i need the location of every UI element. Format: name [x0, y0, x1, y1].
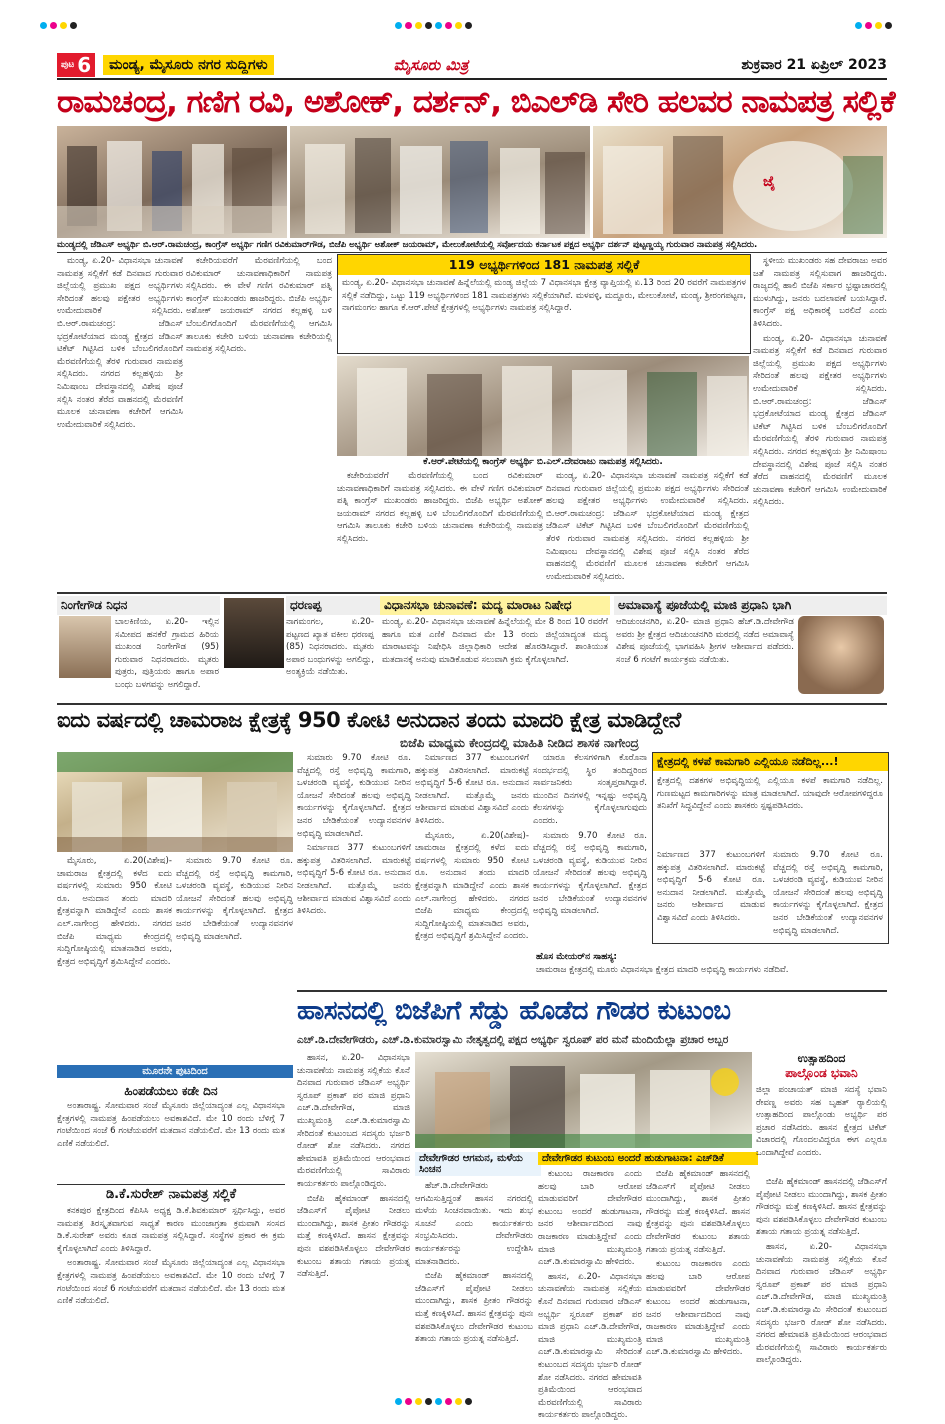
issue-date: ಶುಕ್ರವಾರ 21 ಏಪ್ರಿಲ್ 2023 — [741, 57, 887, 73]
photo-frame-icon — [57, 126, 287, 238]
bhavani-head: ಪಾಲ್ಗೊಂಡ ಭವಾನಿ — [785, 1066, 858, 1080]
story2-text: ನಿರ್ಮಾಣದ 377 ಕುಟುಂಬಗಳಿಗೆ ಹಕ್ಕುಪತ್ರ ವಿತರಿಸಲಾಗಿದೆ. ಮಾರುಕಟ್ಟೆ ಅಭಿವೃದ್ಧಿಗೆ 5-6 ಕೋಟಿ ರೂ. ಅನುದಾನ ನೀಡಲಾಗಿದೆ. ಮತ್ತೊಮ್ಮೆ ಜನರು ಆಶೀರ್ವಾದ ಮಾಡುವ ವಿಶ್ವಾಸವಿದೆ ಎಂದು ತಿಳಿಸಿದರು. — [415, 753, 529, 826]
story1-text: ಸ್ಥಳೀಯ ಮುಖಂಡರು ಸಹ ದೇವರಾಜು ಅವರ ಜತೆ ನಾಮಪತ್ರ ಸಲ್ಲಿಸುವಾಗ ಹಾಜರಿದ್ದರು. ರಾಜ್ಯದಲ್ಲಿ ಹಾಲಿ ಬಿಜೆಪಿ ಸರ್ಕಾರ ಭ್ರಷ್ಟಾಚಾರದಲ್ಲಿ ಮುಳುಗಿದ್ದು, ಜನರು ಬದಲಾವಣೆ ಬಯಸಿದ್ದಾರೆ. ಕಾಂಗ್ರೆಸ್ ಪಕ್ಷ ಅಧಿಕಾರಕ್ಕೆ ಬರಲಿದೆ ಎಂದು ತಿಳಿಸಿದರು. — [753, 256, 887, 329]
story1-column-4 — [546, 470, 749, 590]
box-no-poor-work-body: ಕ್ಷೇತ್ರದಲ್ಲಿ ದಶಕಗಳ ಅಭಿವೃದ್ಧಿಯಲ್ಲಿ ಎಲ್ಲಿಯೂ ಕಳಪೆ ಕಾಮಗಾರಿ ನಡೆದಿಲ್ಲ. ಗುಣಮಟ್ಟದ ಕಾಮಗಾರಿಗಳನ್ನು ಮಾತ್ರ ಮಾಡಲಾಗಿದೆ. ಯಾವುದೇ ಆರೋಪಗಳಿದ್ದರೂ ತನಿಖೆಗೆ ಸಿದ್ಧವಿದ್ದೇನೆ ಎಂದು ಶಾಸಕರು ಸ್ಪಷ್ಟಪಡಿಸಿದರು. — [657, 776, 883, 812]
obituary-ningegowda-body: ಬಾಲಕಿಣಿಯ, ಏ.20- ಇಲ್ಲಿನ ಸಮೀಪದ ಹನಕೆರೆ ಗ್ರಾಮದ ಹಿರಿಯ ಮುಖಂಡ ನಿಂಗೇಗೌಡ (95) ಗುರುವಾರ ನಿಧನರಾದರು. ಮೃತರು ಪುತ್ರರು, ಪುತ್ರಿಯರು ಹಾಗೂ ಅಪಾರ ಬಂಧು ಬಳಗವನ್ನು ಅಗಲಿದ್ದಾರೆ. — [115, 617, 219, 690]
liquor-ban-head: ವಿಧಾನಸಭಾ ಚುನಾವಣೆ: ಮದ್ಯ ಮಾರಾಟ ನಿಷೇಧ — [380, 596, 610, 615]
divider — [57, 703, 887, 705]
story2-column-5 — [533, 752, 647, 950]
box-no-poor-work-col1: ನಿರ್ಮಾಣದ 377 ಕುಟುಂಬಗಳಿಗೆ ಹಕ್ಕುಪತ್ರ ವಿತರಿಸಲಾಗಿದೆ. ಮಾರುಕಟ್ಟೆ ಅಭಿವೃದ್ಧಿಗೆ 5-6 ಕೋಟಿ ರೂ. ಅನುದಾನ ನೀಡಲಾಗಿದೆ. ಮತ್ತೊಮ್ಮೆ ಜನರು ಆಶೀರ್ವಾದ ಮಾಡುವ ವಿಶ್ವಾಸವಿದೆ ಎಂದು ತಿಳಿಸಿದರು. — [657, 850, 765, 923]
devegowda-rain-body — [415, 1180, 533, 1395]
photo-frame-icon — [57, 752, 293, 852]
dk-suresh-body — [57, 1205, 285, 1395]
story3-subhead: ಎಚ್.ಡಿ.ದೇವೇಗೌಡರು, ಎಚ್.ಡಿ.ಕುಮಾರಸ್ವಾಮಿ ನೇತೃತ್ವದಲ್ಲಿ ಪಕ್ಷದ ಅಭ್ಯರ್ಥಿ ಸ್ವರೂಪ್ ಪರ ಮನೆ ಮಂದಿಯೆಲ್ಲಾ ಪ್ರಚಾರ ಅಬ್ಬರ — [297, 1034, 729, 1046]
bhavani-body: ಜಿಲ್ಲಾ ಪಂಚಾಯತ್ ಮಾಜಿ ಸದಸ್ಯೆ ಭವಾನಿ ರೇವಣ್ಣ ಅವರು ಸಹ ಬೃಹತ್ ರ‍್ಯಾಲಿಯಲ್ಲಿ ಉತ್ಸಾಹದಿಂದ ಪಾಲ್ಗೊಂಡು ಅಭ್ಯರ್ಥಿ ಪರ ಪ್ರಚಾರ ನಡೆಸಿದರು. ಹಾಸನ ಕ್ಷೇತ್ರದ ಟಿಕೆಟ್ ವಿಚಾರದಲ್ಲಿ ಗೊಂದಲವಿದ್ದರೂ ಈಗ ಎಲ್ಲರೂ ಒಂದಾಗಿದ್ದೇವೆ ಎಂದರು. — [756, 1085, 887, 1158]
box-181-title: 119 ಅಭ್ಯರ್ಥಿಗಳಿಂದ 181 ನಾಮಪತ್ರ ಸಲ್ಲಿಕೆ — [338, 255, 750, 275]
hdk-quote-text: ಕುಟುಂಬ ರಾಜಕಾರಣ ಎಂದು ಹಲವು ಬಾರಿ ಆರೋಪ ಮಾಡುವವರಿಗೆ ದೇವೇಗೌಡರ ಕುಟುಂಬ ಅಂದರೆ ಹುಡುಗಾಟನಾ, ಜನರ ಆಶೀರ್ವಾದದಿಂದ ನಾವು ರಾಜಕಾರಣ ಮಾಡುತ್ತಿದ್ದೇವೆ ಎಂದು ಮಾಜಿ ಮುಖ್ಯಮಂತ್ರಿ ಎಚ್.ಡಿ.ಕುಮಾರಸ್ವಾಮಿ ಹೇಳಿದರು. — [538, 1169, 642, 1268]
section-title: ಮಂಡ್ಯ, ಮೈಸೂರು ನಗರ ಸುದ್ದಿಗಳು — [103, 55, 273, 75]
story2-text: ಮೈಸೂರು, ಏ.20(ವಿಶೇಷ)- ಚಾಮರಾಜ ಕ್ಷೇತ್ರದಲ್ಲಿ ಕಳೆದ ಐದು ವರ್ಷಗಳಲ್ಲಿ ಸುಮಾರು 950 ಕೋಟಿ ರೂ. ಅನುದಾನ ತಂದು ಮಾದರಿ ಕ್ಷೇತ್ರವನ್ನಾಗಿ ಮಾಡಿದ್ದೇನೆ ಎಂದು ಶಾಸಕ ಎಲ್.ನಾಗೇಂದ್ರ ಹೇಳಿದರು. ನಗರದ ಬಿಜೆಪಿ ಮಾಧ್ಯಮ ಕೇಂದ್ರದಲ್ಲಿ ಸುದ್ದಿಗೋಷ್ಠಿಯಲ್ಲಿ ಮಾತನಾಡಿದ ಅವರು, ಕ್ಷೇತ್ರದ ಅಭಿವೃದ್ಧಿಗೆ ಶ್ರಮಿಸಿದ್ದೇನೆ ಎಂದರು. — [57, 856, 172, 967]
hdk-quote-head: ದೇವೇಗೌಡರ ಕುಟುಂಬ ಅಂದರೆ ಹುಡುಗಾಟನಾ: ಎಚ್‌ಡಿಕೆ — [538, 1152, 758, 1165]
bhavani-box — [756, 1052, 887, 1172]
story1-column-1 — [57, 255, 183, 590]
main-headline: ರಾಮಚಂದ್ರ, ಗಣಿಗ ರವಿ, ಅಶೋಕ್, ದರ್ಶನ್, ಬಿಎಲ್‌ಡಿ ಸೇರಿ ಹಲವರ ನಾಮಪತ್ರ ಸಲ್ಲಿಕೆ — [57, 84, 895, 120]
photo-press-meet — [57, 752, 293, 852]
story2-headline: ಐದು ವರ್ಷದಲ್ಲಿ ಚಾಮರಾಜ ಕ್ಷೇತ್ರಕ್ಕೆ 950 ಕೋಟಿ ಅನುದಾನ ತಂದು ಮಾದರಿ ಕ್ಷೇತ್ರ ಮಾಡಿದ್ದೇನೆ — [57, 708, 681, 732]
box-no-poor-work-head: ಕ್ಷೇತ್ರದಲ್ಲಿ ಕಳಪೆ ಕಾಮಗಾರಿ ಎಲ್ಲಿಯೂ ನಡೆದಿಲ್ಲ...! — [653, 753, 888, 771]
photo-nomination-3 — [593, 126, 887, 238]
story2-column-3 — [297, 752, 411, 950]
liquor-ban-brief — [380, 596, 610, 700]
box-no-poor-work-col2: ಸುಮಾರು 9.70 ಕೋಟಿ ರೂ. ವೆಚ್ಚದಲ್ಲಿ ರಸ್ತೆ ಅಭಿವೃದ್ಧಿ ಕಾಮಗಾರಿ, ಒಳಚರಂಡಿ ವ್ಯವಸ್ಥೆ, ಕುಡಿಯುವ ನೀರಿನ ಯೋಜನೆ ಸೇರಿದಂತೆ ಹಲವು ಅಭಿವೃದ್ಧಿ ಕಾರ್ಯಗಳನ್ನು ಕೈಗೊಳ್ಳಲಾಗಿದೆ. ಕ್ಷೇತ್ರದ ಜನರ ಬೇಡಿಕೆಯಂತೆ ಉದ್ಯಾನವನಗಳ ಅಭಿವೃದ್ಧಿ ಮಾಡಲಾಗಿದೆ. — [773, 850, 883, 936]
box-181-body: ಮಂಡ್ಯ, ಏ.20- ವಿಧಾನಸಭಾ ಚುನಾವಣೆ ಹಿನ್ನೆಲೆಯಲ್ಲಿ ಮಂಡ್ಯ ಜಿಲ್ಲೆಯ 7 ವಿಧಾನಸಭಾ ಕ್ಷೇತ್ರ ವ್ಯಾಪ್ತಿಯಲ್ಲಿ ಏ.13 ರಿಂದ 20 ರವರೆಗೆ ನಾಮಪತ್ರಗಳ ಸಲ್ಲಿಕೆ ನಡೆದಿದ್ದು, ಒಟ್ಟು 119 ಅಭ್ಯರ್ಥಿಗಳಿಂದ 181 ನಾಮಪತ್ರಗಳು ಸಲ್ಲಿಕೆಯಾಗಿವೆ. ಮಳವಳ್ಳಿ, ಮದ್ದೂರು, ಮೇಲುಕೋಟೆ, ಮಂಡ್ಯ, ಶ್ರೀರಂಗಪಟ್ಟಣ, ನಾಗಮಂಗಲ ಹಾಗೂ ಕೆ.ಆರ್.ಪೇಟೆ ಕ್ಷೇತ್ರಗಳಲ್ಲಿ ಅಭ್ಯರ್ಥಿಗಳು ನಾಮಪತ್ರ ಸಲ್ಲಿಸಿದ್ದಾರೆ. — [342, 278, 746, 314]
liquor-ban-body: ಮಂಡ್ಯ, ಏ.20- ವಿಧಾನಸಭಾ ಚುನಾವಣೆ ಹಿನ್ನೆಲೆಯಲ್ಲಿ ಮೇ 8 ರಿಂದ 10 ರವರೆಗೆ ಹಾಗೂ ಮತ ಎಣಿಕೆ ದಿನವಾದ ಮೇ 13 ರಂದು ಜಿಲ್ಲೆಯಾದ್ಯಂತ ಮದ್ಯ ಮಾರಾಟವನ್ನು ನಿಷೇಧಿಸಿ ಜಿಲ್ಲಾಧಿಕಾರಿ ಆದೇಶ ಹೊರಡಿಸಿದ್ದಾರೆ. ಶಾಂತಿಯುತ ಮತದಾನಕ್ಕೆ ಅನುವು ಮಾಡಿಕೊಡುವ ಸಲುವಾಗಿ ಕ್ರಮ ಕೈಗೊಳ್ಳಲಾಗಿದೆ. — [382, 617, 608, 665]
withdraw-deadline-body — [57, 1100, 285, 1180]
hdk-quote-body-2 — [646, 1168, 750, 1395]
story3-column-last — [756, 1176, 887, 1395]
hdk-quote-text: ಬಿಜೆಪಿ ಹೈಕಮಾಂಡ್ ಹಾಸನದಲ್ಲಿ ಜೆಡಿಎಸ್‌ಗೆ ಪೈಪೋಟಿ ನೀಡಲು ಮುಂದಾಗಿದ್ದು, ಶಾಸಕ ಪ್ರೀತಂ ಗೌಡರನ್ನು ಮತ್ತೆ ಕಣಕ್ಕಿಳಿಸಿದೆ. ಹಾಸನ ಕ್ಷೇತ್ರವನ್ನು ಪುನಃ ವಶಪಡಿಸಿಕೊಳ್ಳಲು ದೇವೇಗೌಡರ ಕುಟುಂಬ ಶತಾಯ ಗತಾಯ ಪ್ರಯತ್ನ ನಡೆಸುತ್ತಿದೆ. — [646, 1169, 750, 1255]
page-number: 6 — [77, 53, 92, 77]
story3-text: ಹಾಸನ, ಏ.20- ವಿಧಾನಸಭಾ ಚುನಾವಣೆಯ ನಾಮಪತ್ರ ಸಲ್ಲಿಕೆಯ ಕೊನೆ ದಿನವಾದ ಗುರುವಾರ ಜೆಡಿಎಸ್ ಅಭ್ಯರ್ಥಿ ಸ್ವರೂಪ್ ಪ್ರಕಾಶ್ ಪರ ಮಾಜಿ ಪ್ರಧಾನಿ ಎಚ್.ಡಿ.ದೇವೇಗೌಡ, ಮಾಜಿ ಮುಖ್ಯಮಂತ್ರಿ ಎಚ್.ಡಿ.ಕುಮಾರಸ್ವಾಮಿ ಸೇರಿದಂತೆ ಕುಟುಂಬದ ಸದಸ್ಯರು ಭರ್ಜರಿ ರೋಡ್ ಶೋ ನಡೆಸಿದರು. ನಗರದ ಹೇಮಾವತಿ ಪ್ರತಿಮೆಯಿಂದ ಆರಂಭವಾದ ಮೆರವಣಿಗೆಯಲ್ಲಿ ಸಾವಿರಾರು ಕಾರ್ಯಕರ್ತರು ಪಾಲ್ಗೊಂಡಿದ್ದರು. — [756, 1241, 887, 1366]
hdk-quote-text: ಹಾಸನ, ಏ.20- ವಿಧಾನಸಭಾ ಚುನಾವಣೆಯ ನಾಮಪತ್ರ ಸಲ್ಲಿಕೆಯ ಕೊನೆ ದಿನವಾದ ಗುರುವಾರ ಜೆಡಿಎಸ್ ಅಭ್ಯರ್ಥಿ ಸ್ವರೂಪ್ ಪ್ರಕಾಶ್ ಪರ ಮಾಜಿ ಪ್ರಧಾನಿ ಎಚ್.ಡಿ.ದೇವೇಗೌಡ, ಮಾಜಿ ಮುಖ್ಯಮಂತ್ರಿ ಎಚ್.ಡಿ.ಕುಮಾರಸ್ವಾಮಿ ಸೇರಿದಂತೆ ಕುಟುಂಬದ ಸದಸ್ಯರು ಭರ್ಜರಿ ರೋಡ್ ಶೋ ನಡೆಸಿದರು. ನಗರದ ಹೇಮಾವತಿ ಪ್ರತಿಮೆಯಿಂದ ಆರಂಭವಾದ ಮೆರವಣಿಗೆಯಲ್ಲಿ ಸಾವಿರಾರು ಕಾರ್ಯಕರ್ತರು ಪಾಲ್ಗೊಂಡಿದ್ದರು. — [538, 1271, 642, 1421]
devegowda-rain-text: ಬಿಜೆಪಿ ಹೈಕಮಾಂಡ್ ಹಾಸನದಲ್ಲಿ ಜೆಡಿಎಸ್‌ಗೆ ಪೈಪೋಟಿ ನೀಡಲು ಮುಂದಾಗಿದ್ದು, ಶಾಸಕ ಪ್ರೀತಂ ಗೌಡರನ್ನು ಮತ್ತೆ ಕಣಕ್ಕಿಳಿಸಿದೆ. ಹಾಸನ ಕ್ಷೇತ್ರವನ್ನು ಪುನಃ ವಶಪಡಿಸಿಕೊಳ್ಳಲು ದೇವೇಗೌಡರ ಕುಟುಂಬ ಶತಾಯ ಗತಾಯ ಪ್ರಯತ್ನ ನಡೆಸುತ್ತಿದೆ. — [415, 1271, 533, 1345]
story3-text: ಬಿಜೆಪಿ ಹೈಕಮಾಂಡ್ ಹಾಸನದಲ್ಲಿ ಜೆಡಿಎಸ್‌ಗೆ ಪೈಪೋಟಿ ನೀಡಲು ಮುಂದಾಗಿದ್ದು, ಶಾಸಕ ಪ್ರೀತಂ ಗೌಡರನ್ನು ಮತ್ತೆ ಕಣಕ್ಕಿಳಿಸಿದೆ. ಹಾಸನ ಕ್ಷೇತ್ರವನ್ನು ಪುನಃ ವಶಪಡಿಸಿಕೊಳ್ಳಲು ದೇವೇಗೌಡರ ಕುಟುಂಬ ಶತಾಯ ಗತಾಯ ಪ್ರಯತ್ನ ನಡೆಸುತ್ತಿದೆ. — [297, 1193, 410, 1280]
story1-column-5 — [753, 255, 887, 590]
story1-text: ಕಚೇರಿಯವರೆಗೆ ಮೆರವಣಿಗೆಯಲ್ಲಿ ಬಂದ ರವಿಕುಮಾರ್ ಚುನಾವಣಾಧಿಕಾರಿಗೆ ನಾಮಪತ್ರ ಸಲ್ಲಿಸಿದರು. ಈ ವೇಳೆ ಗಣಿಗ ರವಿಕುಮಾರ್ ಪತ್ನಿ ಕಾಂಗ್ರೆಸ್ ಮುಖಂಡರು ಹಾಜರಿದ್ದರು. ಬಿಜೆಪಿ ಅಭ್ಯರ್ಥಿ ಅಶೋಕ್ ಜಯರಾಮ್ ನಗರದ ಕಲ್ಲಹಳ್ಳಿ ಬಳಿ ಬೆಂಬಲಿಗರೊಂದಿಗೆ ಮೆರವಣಿಗೆಯಲ್ಲಿ ಆಗಮಿಸಿ ತಾಲೂಕು ಕಚೇರಿ ಬಳಿಯ ಚುನಾವಣಾ ಕಚೇರಿಯಲ್ಲಿ ನಾಮಪತ್ರ ಸಲ್ಲಿಸಿದರು. — [337, 471, 543, 544]
dk-suresh-head: ಡಿ.ಕೆ.ಸುರೇಶ್ ನಾಮಪತ್ರ ಸಲ್ಲಿಕೆ — [57, 1184, 285, 1202]
portrait-icon — [59, 616, 111, 678]
hdk-quote-text: ಕುಟುಂಬ ರಾಜಕಾರಣ ಎಂದು ಹಲವು ಬಾರಿ ಆರೋಪ ಮಾಡುವವರಿಗೆ ದೇವೇಗೌಡರ ಕುಟುಂಬ ಅಂದರೆ ಹುಡುಗಾಟನಾ, ಜನರ ಆಶೀರ್ವಾದದಿಂದ ನಾವು ರಾಜಕಾರಣ ಮಾಡುತ್ತಿದ್ದೇವೆ ಎಂದು ಮಾಜಿ ಮುಖ್ಯಮಂತ್ರಿ ಎಚ್.ಡಿ.ಕುಮಾರಸ್ವಾಮಿ ಹೇಳಿದರು. — [646, 1259, 750, 1358]
portrait-icon — [798, 616, 884, 694]
withdraw-text: ಅಂತಾರಾಷ್ಟ್ರ. ಸೋಮವಾರ ಸಂಜೆ ಮೈಸೂರು ಜಿಲ್ಲೆಯಾದ್ಯಂತ ಎಲ್ಲ ವಿಧಾನಸಭಾ ಕ್ಷೇತ್ರಗಳಲ್ಲಿ ನಾಮಪತ್ರ ಹಿಂಪಡೆಯಲು ಅವಕಾಶವಿದೆ. ಮೇ 10 ರಂದು ಬೆಳಿಗ್ಗೆ 7 ಗಂಟೆಯಿಂದ ಸಂಜೆ 6 ಗಂಟೆಯವರೆಗೆ ಮತದಾನ ನಡೆಯಲಿದೆ. ಮೇ 13 ರಂದು ಮತ ಎಣಿಕೆ ನಡೆಯಲಿದೆ. — [57, 1101, 285, 1149]
story2-text: ಸುಮಾರು 9.70 ಕೋಟಿ ರೂ. ವೆಚ್ಚದಲ್ಲಿ ರಸ್ತೆ ಅಭಿವೃದ್ಧಿ ಕಾಮಗಾರಿ, ಒಳಚರಂಡಿ ವ್ಯವಸ್ಥೆ, ಕುಡಿಯುವ ನೀರಿನ ಯೋಜನೆ ಸೇರಿದಂತೆ ಹಲವು ಅಭಿವೃದ್ಧಿ ಕಾರ್ಯಗಳನ್ನು ಕೈಗೊಳ್ಳಲಾಗಿದೆ. ಕ್ಷೇತ್ರದ ಜನರ ಬೇಡಿಕೆಯಂತೆ ಉದ್ಯಾನವನಗಳ ಅಭಿವೃದ್ಧಿ ಮಾಡಲಾಗಿದೆ. — [533, 830, 647, 917]
story3-text: ಬಿಜೆಪಿ ಹೈಕಮಾಂಡ್ ಹಾಸನದಲ್ಲಿ ಜೆಡಿಎಸ್‌ಗೆ ಪೈಪೋಟಿ ನೀಡಲು ಮುಂದಾಗಿದ್ದು, ಶಾಸಕ ಪ್ರೀತಂ ಗೌಡರನ್ನು ಮತ್ತೆ ಕಣಕ್ಕಿಳಿಸಿದೆ. ಹಾಸನ ಕ್ಷೇತ್ರವನ್ನು ಪುನಃ ವಶಪಡಿಸಿಕೊಳ್ಳಲು ದೇವೇಗೌಡರ ಕುಟುಂಬ ಶತಾಯ ಗತಾಯ ಪ್ರಯತ್ನ ನಡೆಸುತ್ತಿದೆ. — [756, 1177, 887, 1238]
story2-column-2 — [176, 855, 293, 1055]
story2-column-1 — [57, 855, 172, 1055]
dk-suresh-text: ಕನಕಪುರ ಕ್ಷೇತ್ರದಿಂದ ಕೆಪಿಸಿಸಿ ಅಧ್ಯಕ್ಷ ಡಿ.ಕೆ.ಶಿವಕುಮಾರ್ ಸ್ಪರ್ಧಿಸಿದ್ದು, ಅವರ ನಾಮಪತ್ರ ತಿರಸ್ಕೃತವಾಗುವ ಸಾಧ್ಯತೆ ಕಾರಣ ಮುಂಜಾಗ್ರತಾ ಕ್ರಮವಾಗಿ ಸಂಸದ ಡಿ.ಕೆ.ಸುರೇಶ್ ಅವರು ಕೂಡ ನಾಮಪತ್ರ ಸಲ್ಲಿಸಿದ್ದಾರೆ. ಸಂಸ್ಥೆಗಳ ಪ್ರಕಾರ ಈ ಕ್ರಮ ಕೈಗೊಳ್ಳಲಾಗಿದೆ ಎಂದು ತಿಳಿಸಿದ್ದಾರೆ. — [57, 1206, 285, 1254]
story1-column-3 — [337, 470, 543, 590]
story2-text: ಮೈಸೂರು, ಏ.20(ವಿಶೇಷ)- ಚಾಮರಾಜ ಕ್ಷೇತ್ರದಲ್ಲಿ ಕಳೆದ ಐದು ವರ್ಷಗಳಲ್ಲಿ ಸುಮಾರು 950 ಕೋಟಿ ರೂ. ಅನುದಾನ ತಂದು ಮಾದರಿ ಕ್ಷೇತ್ರವನ್ನಾಗಿ ಮಾಡಿದ್ದೇನೆ ಎಂದು ಶಾಸಕ ಎಲ್.ನಾಗೇಂದ್ರ ಹೇಳಿದರು. ನಗರದ ಬಿಜೆಪಿ ಮಾಧ್ಯಮ ಕೇಂದ್ರದಲ್ಲಿ ಸುದ್ದಿಗೋಷ್ಠಿಯಲ್ಲಿ ಮಾತನಾಡಿದ ಅವರು, ಕ್ಷೇತ್ರದ ಅಭಿವೃದ್ಧಿಗೆ ಶ್ರಮಿಸಿದ್ದೇನೆ ಎಂದರು. — [415, 830, 529, 942]
new-mayor-head: ಹೊಸ ಮೇಯರ್‌ನ ಸಾಹಸ್ಯ: — [536, 952, 618, 962]
story1-text: ಮಂಡ್ಯ, ಏ.20- ವಿಧಾನಸಭಾ ಚುನಾವಣೆ ನಾಮಪತ್ರ ಸಲ್ಲಿಕೆಗೆ ಕಡೆ ದಿನವಾದ ಗುರುವಾರ ಜಿಲ್ಲೆಯಲ್ಲಿ ಪ್ರಮುಖ ಪಕ್ಷದ ಅಭ್ಯರ್ಥಿಗಳು ಸೇರಿದಂತೆ ಹಲವು ಪಕ್ಷೇತರ ಅಭ್ಯರ್ಥಿಗಳು ಉಮೇದುವಾರಿಕೆ ಸಲ್ಲಿಸಿದರು. ಬಿ.ಆರ್.ರಾಮಚಂದ್ರ: ಜೆಡಿಎಸ್ ಭದ್ರಕೋಟೆಯಾದ ಮಂಡ್ಯ ಕ್ಷೇತ್ರದ ಜೆಡಿಎಸ್ ಟಿಕೆಟ್ ಗಿಟ್ಟಿಸಿದ ಬಳಿಕ ಬೆಂಬಲಿಗರೊಂದಿಗೆ ಮೆರವಣಿಗೆಯಲ್ಲಿ ತೆರಳಿ ಗುರುವಾರ ನಾಮಪತ್ರ ಸಲ್ಲಿಸಿದರು. ನಗರದ ಕಲ್ಲಹಳ್ಳಿಯ ಶ್ರೀ ನಿಮಿಷಾಂಬ ದೇವಸ್ಥಾನದಲ್ಲಿ ವಿಶೇಷ ಪೂಜೆ ಸಲ್ಲಿಸಿ ನಂತರ ತೆರೆದ ವಾಹನದಲ್ಲಿ ಮೆರವಣಿಗೆ ಮೂಲಕ ಚುನಾವಣಾ ಕಚೇರಿಗೆ ಆಗಮಿಸಿ ಉಮೇದುವಾರಿಕೆ ಸಲ್ಲಿಸಿದರು. — [57, 256, 183, 430]
story2-column-4 — [415, 752, 529, 950]
story2-text: ನಿರ್ಮಾಣದ 377 ಕುಟುಂಬಗಳಿಗೆ ಹಕ್ಕುಪತ್ರ ವಿತರಿಸಲಾಗಿದೆ. ಮಾರುಕಟ್ಟೆ ಅಭಿವೃದ್ಧಿಗೆ 5-6 ಕೋಟಿ ರೂ. ಅನುದಾನ ನೀಡಲಾಗಿದೆ. ಮತ್ತೊಮ್ಮೆ ಜನರು ಆಶೀರ್ವಾದ ಮಾಡುವ ವಿಶ್ವಾಸವಿದೆ ಎಂದು ತಿಳಿಸಿದರು. — [297, 843, 411, 917]
photo-kr-pete-nomination — [337, 356, 749, 456]
box-no-poor-work — [652, 752, 889, 944]
box-181-nominations — [337, 254, 751, 354]
amavasya-head: ಅಮಾವಾಸ್ಯೆ ಪೂಜೆಯಲ್ಲಿ ಮಾಜಿ ಪ್ರಧಾನಿ ಭಾಗಿ — [614, 596, 887, 615]
story3-text: ಹಾಸನ, ಏ.20- ವಿಧಾನಸಭಾ ಚುನಾವಣೆಯ ನಾಮಪತ್ರ ಸಲ್ಲಿಕೆಯ ಕೊನೆ ದಿನವಾದ ಗುರುವಾರ ಜೆಡಿಎಸ್ ಅಭ್ಯರ್ಥಿ ಸ್ವರೂಪ್ ಪ್ರಕಾಶ್ ಪರ ಮಾಜಿ ಪ್ರಧಾನಿ ಎಚ್.ಡಿ.ದೇವೇಗೌಡ, ಮಾಜಿ ಮುಖ್ಯಮಂತ್ರಿ ಎಚ್.ಡಿ.ಕುಮಾರಸ್ವಾಮಿ ಸೇರಿದಂತೆ ಕುಟುಂಬದ ಸದಸ್ಯರು ಭರ್ಜರಿ ರೋಡ್ ಶೋ ನಡೆಸಿದರು. ನಗರದ ಹೇಮಾವತಿ ಪ್ರತಿಮೆಯಿಂದ ಆರಂಭವಾದ ಮೆರವಣಿಗೆಯಲ್ಲಿ ಸಾವಿರಾರು ಕಾರ್ಯಕರ್ತರು ಪಾಲ್ಗೊಂಡಿದ್ದರು. — [297, 1053, 410, 1189]
new-mayor-body: ಚಾಮರಾಜ ಕ್ಷೇತ್ರದಲ್ಲಿ ಮೂರು ವಿಧಾನಸಭಾ ಕ್ಷೇತ್ರದ ಮಾದರಿ ಅಭಿವೃದ್ಧಿ ಕಾರ್ಯಗಳು ನಡೆದಿವೆ. — [536, 965, 789, 975]
story1-photo-caption: ಮಂಡ್ಯದಲ್ಲಿ ಜೆಡಿಎಸ್ ಅಭ್ಯರ್ಥಿ ಬಿ.ಆರ್.ರಾಮಚಂದ್ರ, ಕಾಂಗ್ರೆಸ್ ಅಭ್ಯರ್ಥಿ ಗಣಿಗ ರವಿಕುಮಾರ್‌ಗೌಡ, ಬಿಜೆಪಿ ಅಭ್ಯರ್ಥಿ ಅಶೋಕ್ ಜಯರಾಮ್, ಮೇಲುಕೋಟೆಯಲ್ಲಿ ಸರ್ವೋದಯ ಕರ್ನಾಟಕ ಪಕ್ಷದ ಅಭ್ಯರ್ಥಿ ದರ್ಶನ್ ಪುಟ್ಟಣ್ಣಯ್ಯ ಗುರುವಾರ ನಾಮಪತ್ರ ಸಲ್ಲಿಸಿದರು. — [57, 240, 758, 250]
story1-text: ಮಂಡ್ಯ, ಏ.20- ವಿಧಾನಸಭಾ ಚುನಾವಣೆ ನಾಮಪತ್ರ ಸಲ್ಲಿಕೆಗೆ ಕಡೆ ದಿನವಾದ ಗುರುವಾರ ಜಿಲ್ಲೆಯಲ್ಲಿ ಪ್ರಮುಖ ಪಕ್ಷದ ಅಭ್ಯರ್ಥಿಗಳು ಸೇರಿದಂತೆ ಹಲವು ಪಕ್ಷೇತರ ಅಭ್ಯರ್ಥಿಗಳು ಉಮೇದುವಾರಿಕೆ ಸಲ್ಲಿಸಿದರು. ಬಿ.ಆರ್.ರಾಮಚಂದ್ರ: ಜೆಡಿಎಸ್ ಭದ್ರಕೋಟೆಯಾದ ಮಂಡ್ಯ ಕ್ಷೇತ್ರದ ಜೆಡಿಎಸ್ ಟಿಕೆಟ್ ಗಿಟ್ಟಿಸಿದ ಬಳಿಕ ಬೆಂಬಲಿಗರೊಂದಿಗೆ ಮೆರವಣಿಗೆಯಲ್ಲಿ ತೆರಳಿ ಗುರುವಾರ ನಾಮಪತ್ರ ಸಲ್ಲಿಸಿದರು. ನಗರದ ಕಲ್ಲಹಳ್ಳಿಯ ಶ್ರೀ ನಿಮಿಷಾಂಬ ದೇವಸ್ಥಾನದಲ್ಲಿ ವಿಶೇಷ ಪೂಜೆ ಸಲ್ಲಿಸಿ ನಂತರ ತೆರೆದ ವಾಹನದಲ್ಲಿ ಮೆರವಣಿಗೆ ಮೂಲಕ ಚುನಾವಣಾ ಕಚೇರಿಗೆ ಆಗಮಿಸಿ ಉಮೇದುವಾರಿಕೆ ಸಲ್ಲಿಸಿದರು. — [546, 471, 749, 582]
amavasya-brief — [614, 596, 887, 700]
amavasya-body: ಆದಿಚುಂಚನಗಿರಿ, ಏ.20- ಮಾಜಿ ಪ್ರಧಾನಿ ಹೆಚ್.ಡಿ.ದೇವೇಗೌಡ ಅವರು ಶ್ರೀ ಕ್ಷೇತ್ರದ ಆದಿಚುಂಚನಗಿರಿ ಮಠದಲ್ಲಿ ನಡೆದ ಅಮಾವಾಸ್ಯೆ ವಿಶೇಷ ಪೂಜೆಯಲ್ಲಿ ಭಾಗವಹಿಸಿ ಶ್ರೀಗಳ ಆಶೀರ್ವಾದ ಪಡೆದರು. ಸಂಜೆ 6 ಗಂಟೆಗೆ ಕಾರ್ಯಕ್ರಮ ನಡೆಯಿತು. — [616, 617, 794, 665]
photo-nomination-1 — [57, 126, 287, 238]
registration-marks-bottom — [395, 1398, 472, 1405]
page-label: ಪುಟ — [61, 60, 75, 70]
divider — [57, 252, 887, 253]
registration-marks-right — [855, 22, 892, 29]
story2-text: ಸುಮಾರು 9.70 ಕೋಟಿ ರೂ. ವೆಚ್ಚದಲ್ಲಿ ರಸ್ತೆ ಅಭಿವೃದ್ಧಿ ಕಾಮಗಾರಿ, ಒಳಚರಂಡಿ ವ್ಯವಸ್ಥೆ, ಕುಡಿಯುವ ನೀರಿನ ಯೋಜನೆ ಸೇರಿದಂತೆ ಹಲವು ಅಭಿವೃದ್ಧಿ ಕಾರ್ಯಗಳನ್ನು ಕೈಗೊಳ್ಳಲಾಗಿದೆ. ಕ್ಷೇತ್ರದ ಜನರ ಬೇಡಿಕೆಯಂತೆ ಉದ್ಯಾನವನಗಳ ಅಭಿವೃದ್ಧಿ ಮಾಡಲಾಗಿದೆ. — [297, 753, 411, 839]
photo-nomination-2 — [290, 126, 590, 238]
photo-frame-icon — [337, 356, 749, 456]
obituary-dharanappa — [224, 596, 376, 700]
withdraw-deadline-head: ಹಿಂಪಡೆಯಲು ಕಡೇ ದಿನ — [124, 1084, 218, 1098]
story1-text: ಮಂಡ್ಯ, ಏ.20- ವಿಧಾನಸಭಾ ಚುನಾವಣೆ ನಾಮಪತ್ರ ಸಲ್ಲಿಕೆಗೆ ಕಡೆ ದಿನವಾದ ಗುರುವಾರ ಜಿಲ್ಲೆಯಲ್ಲಿ ಪ್ರಮುಖ ಪಕ್ಷದ ಅಭ್ಯರ್ಥಿಗಳು ಸೇರಿದಂತೆ ಹಲವು ಪಕ್ಷೇತರ ಅಭ್ಯರ್ಥಿಗಳು ಉಮೇದುವಾರಿಕೆ ಸಲ್ಲಿಸಿದರು. ಬಿ.ಆರ್.ರಾಮಚಂದ್ರ: ಜೆಡಿಎಸ್ ಭದ್ರಕೋಟೆಯಾದ ಮಂಡ್ಯ ಕ್ಷೇತ್ರದ ಜೆಡಿಎಸ್ ಟಿಕೆಟ್ ಗಿಟ್ಟಿಸಿದ ಬಳಿಕ ಬೆಂಬಲಿಗರೊಂದಿಗೆ ಮೆರವಣಿಗೆಯಲ್ಲಿ ತೆರಳಿ ಗುರುವಾರ ನಾಮಪತ್ರ ಸಲ್ಲಿಸಿದರು. ನಗರದ ಕಲ್ಲಹಳ್ಳಿಯ ಶ್ರೀ ನಿಮಿಷಾಂಬ ದೇವಸ್ಥಾನದಲ್ಲಿ ವಿಶೇಷ ಪೂಜೆ ಸಲ್ಲಿಸಿ ನಂತರ ತೆರೆದ ವಾಹನದಲ್ಲಿ ಮೆರವಣಿಗೆ ಮೂಲಕ ಚುನಾವಣಾ ಕಚೇರಿಗೆ ಆಗಮಿಸಿ ಉಮೇದುವಾರಿಕೆ ಸಲ್ಲಿಸಿದರು. — [753, 333, 887, 508]
story3-headline: ಹಾಸನದಲ್ಲಿ ಬಿಜೆಪಿಗೆ ಸೆಡ್ಡು ಹೊಡೆದ ಗೌಡರ ಕುಟುಂಬ — [297, 996, 731, 1026]
obituary-ningegowda — [57, 596, 220, 700]
hdk-quote-body-1 — [538, 1168, 642, 1421]
story2-subhead: ಬಿಜೆಪಿ ಮಾಧ್ಯಮ ಕೇಂದ್ರದಲ್ಲಿ ಮಾಹಿತಿ ನೀಡಿದ ಶಾಸಕ ನಾಗೇಂದ್ರ — [400, 736, 639, 750]
page-number-box — [57, 53, 95, 77]
photo-frame-icon — [593, 126, 887, 238]
story2-text: ಸುಮಾರು 9.70 ಕೋಟಿ ರೂ. ವೆಚ್ಚದಲ್ಲಿ ರಸ್ತೆ ಅಭಿವೃದ್ಧಿ ಕಾಮಗಾರಿ, ಒಳಚರಂಡಿ ವ್ಯವಸ್ಥೆ, ಕುಡಿಯುವ ನೀರಿನ ಯೋಜನೆ ಸೇರಿದಂತೆ ಹಲವು ಅಭಿವೃದ್ಧಿ ಕಾರ್ಯಗಳನ್ನು ಕೈಗೊಳ್ಳಲಾಗಿದೆ. ಕ್ಷೇತ್ರದ ಜನರ ಬೇಡಿಕೆಯಂತೆ ಉದ್ಯಾನವನಗಳ ಅಭಿವೃದ್ಧಿ ಮಾಡಲಾಗಿದೆ. — [176, 856, 293, 942]
registration-marks-top — [395, 22, 472, 29]
obituary-ningegowda-head: ನಿಂಗೇಗೌಡ ನಿಧನ — [57, 596, 220, 615]
photo-frame-icon — [415, 1052, 752, 1148]
svg-text:ಜೈ: ಜೈ — [763, 174, 776, 190]
divider — [57, 592, 887, 594]
story3-column-1 — [297, 1052, 410, 1395]
devegowda-rain-head: ದೇವೇಗೌಡರ ಆಗಮನ, ಮಳೆಯ ಸಿಂಚನ — [415, 1152, 541, 1176]
devegowda-rain-text: ಹೆಚ್.ಡಿ.ದೇವೇಗೌಡರು ಆಗಮಿಸುತ್ತಿದ್ದಂತೆ ಹಾಸನ ನಗರದಲ್ಲಿ ಮಳೆಯ ಸಿಂಚನವಾಯಿತು. ಇದು ಶುಭ ಸೂಚನೆ ಎಂದು ಕಾರ್ಯಕರ್ತರು ಸಂಭ್ರಮಿಸಿದರು. ದೇವೇಗೌಡರು ಕಾರ್ಯಕರ್ತರನ್ನು ಉದ್ದೇಶಿಸಿ ಮಾತನಾಡಿದರು. — [415, 1181, 533, 1267]
continued-tag: ಮೂರನೇ ಪುಟದಿಂದ — [57, 1065, 293, 1078]
masthead — [57, 52, 887, 80]
portrait-icon — [224, 598, 284, 668]
box-181-photo-caption: ಕೆ.ಆರ್.ಪೇಟೆಯಲ್ಲಿ ಕಾಂಗ್ರೆಸ್ ಅಭ್ಯರ್ಥಿ ಬಿ.ಎಲ್.ದೇವರಾಜು ನಾಮಪತ್ರ ಸಲ್ಲಿಸಿದರು. — [423, 457, 663, 467]
story1-column-2 — [186, 255, 332, 590]
obituary-dharanappa-head: ಧರಣಪ್ಪ — [286, 596, 380, 615]
story2-text: ಯಾರೂ ಕೆಲಸಗಳಿಗಾಗಿ ಕೊರೊನಾ ಸಂದರ್ಭದಲ್ಲಿ ಸ್ಥಿರ ತಂದಿದ್ದರಿಂದ ಸಾರ್ವಜನಿಕರು ಸಂತೃಪ್ತರಾಗಿದ್ದಾರೆ. ಮುಂದಿನ ದಿನಗಳಲ್ಲಿ ಇನ್ನಷ್ಟು ಅಭಿವೃದ್ಧಿ ಕೆಲಸಗಳನ್ನು ಕೈಗೊಳ್ಳಲಾಗುವುದು ಎಂದರು. — [533, 753, 647, 826]
photo-frame-icon — [290, 126, 590, 238]
paper-logo: ಮೈಸೂರು ಮಿತ್ರ — [393, 56, 469, 74]
story1-text: ಕಚೇರಿಯವರೆಗೆ ಮೆರವಣಿಗೆಯಲ್ಲಿ ಬಂದ ರವಿಕುಮಾರ್ ಚುನಾವಣಾಧಿಕಾರಿಗೆ ನಾಮಪತ್ರ ಸಲ್ಲಿಸಿದರು. ಈ ವೇಳೆ ಗಣಿಗ ರವಿಕುಮಾರ್ ಪತ್ನಿ ಕಾಂಗ್ರೆಸ್ ಮುಖಂಡರು ಹಾಜರಿದ್ದರು. ಬಿಜೆಪಿ ಅಭ್ಯರ್ಥಿ ಅಶೋಕ್ ಜಯರಾಮ್ ನಗರದ ಕಲ್ಲಹಳ್ಳಿ ಬಳಿ ಬೆಂಬಲಿಗರೊಂದಿಗೆ ಮೆರವಣಿಗೆಯಲ್ಲಿ ಆಗಮಿಸಿ ತಾಲೂಕು ಕಚೇರಿ ಬಳಿಯ ಚುನಾವಣಾ ಕಚೇರಿಯಲ್ಲಿ ನಾಮಪತ್ರ ಸಲ್ಲಿಸಿದರು. — [186, 256, 332, 355]
photo-hassan-roadshow — [415, 1052, 752, 1148]
obituary-dharanappa-body: ನಾಗಮಂಗಲ, ಏ.20- ಪಟ್ಟಣದ ಖ್ಯಾತ ವಕೀಲ ಧರಣಪ್ಪ (85) ನಿಧನರಾದರು. ಮೃತರು ಅಪಾರ ಬಂಧುಗಳನ್ನು ಅಗಲಿದ್ದು, ಅಂತ್ಯಕ್ರಿಯೆ ನಡೆಯಿತು. — [286, 617, 374, 678]
dk-suresh-text: ಅಂತಾರಾಷ್ಟ್ರ. ಸೋಮವಾರ ಸಂಜೆ ಮೈಸೂರು ಜಿಲ್ಲೆಯಾದ್ಯಂತ ಎಲ್ಲ ವಿಧಾನಸಭಾ ಕ್ಷೇತ್ರಗಳಲ್ಲಿ ನಾಮಪತ್ರ ಹಿಂಪಡೆಯಲು ಅವಕಾಶವಿದೆ. ಮೇ 10 ರಂದು ಬೆಳಿಗ್ಗೆ 7 ಗಂಟೆಯಿಂದ ಸಂಜೆ 6 ಗಂಟೆಯವರೆಗೆ ಮತದಾನ ನಡೆಯಲಿದೆ. ಮೇ 13 ರಂದು ಮತ ಎಣಿಕೆ ನಡೆಯಲಿದೆ. — [57, 1258, 285, 1307]
divider — [297, 990, 887, 992]
bhavani-kicker: ಉತ್ಸಾಹದಿಂದ — [797, 1052, 846, 1065]
registration-marks-left — [40, 22, 77, 29]
